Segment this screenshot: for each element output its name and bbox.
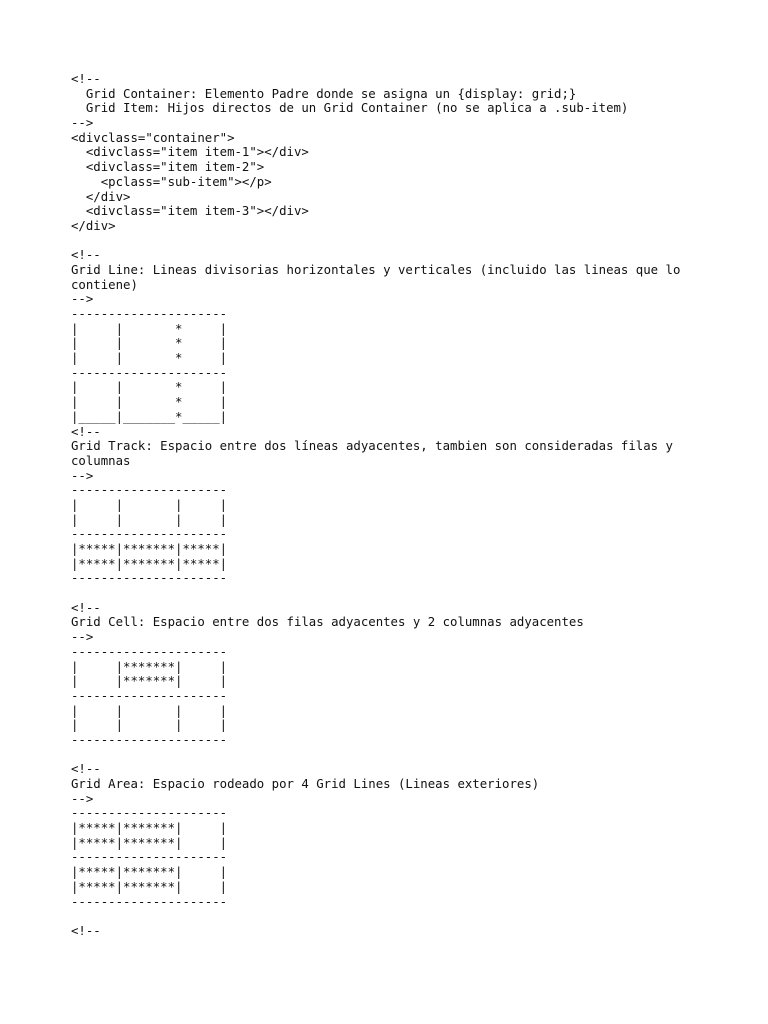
text-line: ---------------------: [71, 307, 228, 321]
text-line: -->: [71, 791, 94, 806]
text-line: ---------------------: [71, 732, 228, 747]
text-line: <!--: [71, 72, 101, 86]
text-line: ---------------------: [71, 894, 228, 909]
text-line: | | * |: [71, 336, 228, 351]
text-line: [71, 909, 680, 924]
text-line: Grid Track: Espacio entre dos líneas adyacentes, tambien son consideradas filas y: [71, 439, 673, 454]
text-line: <!--: [71, 762, 101, 777]
text-line: | | | |: [71, 497, 228, 512]
text-line: |*****|*******| |: [71, 865, 228, 880]
text-line: [71, 234, 680, 249]
text-line: Grid Area: Espacio rodeado por 4 Grid Lines (Lineas exteriores): [71, 777, 540, 791]
text-line: ---------------------: [71, 806, 228, 821]
text-line: |*****|*******|*****|: [71, 542, 228, 556]
text-line: </div>: [71, 189, 131, 204]
text-line: Grid Cell: Espacio entre dos filas adyacentes y 2 columnas adyacentes: [71, 615, 584, 630]
text-line: | | * |: [71, 321, 228, 336]
text-line: | | | |: [71, 512, 228, 527]
text-line: [71, 748, 680, 763]
text-line: [71, 586, 680, 601]
text-line: |*****|*******| |: [71, 835, 228, 850]
text-line: Grid Line: Lineas divisorias horizontales y verticales (incluido las lineas que lo: [71, 262, 681, 277]
text-line: ---------------------: [71, 483, 228, 498]
text-line: <pclass="sub-item"></p>: [71, 174, 272, 189]
text-line: |*****|*******| |: [71, 879, 228, 894]
text-line: <divclass="item item-1"></div>: [71, 145, 309, 160]
text-line: columnas: [71, 453, 131, 468]
text-line: -->: [71, 292, 94, 307]
text-line: ---------------------: [71, 688, 228, 703]
text-line: |*****|*******|*****|: [71, 556, 228, 571]
text-line: contiene): [71, 277, 138, 292]
code-listing: [71, 72, 680, 939]
text-line: <divclass="item item-3"></div>: [71, 204, 309, 219]
text-line: | |*******| |: [71, 674, 228, 689]
text-line: -->: [71, 630, 94, 645]
text-line: | | * |: [71, 351, 228, 366]
text-line: ---------------------: [71, 850, 228, 865]
text-line: ---------------------: [71, 571, 228, 586]
text-line: | | | |: [71, 703, 228, 718]
text-line: <!--: [71, 923, 101, 938]
text-line: </div>: [71, 218, 116, 233]
text-line: <divclass="item item-2">: [71, 160, 265, 175]
text-line: ---------------------: [71, 644, 228, 659]
text-line: | |*******| |: [71, 659, 228, 674]
text-line: -->: [71, 116, 94, 131]
text-line: | | | |: [71, 718, 228, 733]
text-line: <!--: [71, 424, 101, 439]
text-line: |_____|_______*_____|: [71, 409, 228, 424]
text-line: -->: [71, 468, 94, 483]
text-line: | | * |: [71, 380, 228, 395]
text-line: |*****|*******| |: [71, 821, 228, 836]
text-line: ---------------------: [71, 365, 228, 380]
text-line: ---------------------: [71, 527, 228, 542]
text-line: Grid Container: Elemento Padre donde se asigna un {display: grid;}: [71, 86, 577, 101]
text-line: Grid Item: Hijos directos de un Grid Container (no se aplica a .sub-item): [71, 101, 629, 116]
text-line: <!--: [71, 248, 101, 263]
text-line: <!--: [71, 600, 101, 615]
text-line: | | * |: [71, 395, 228, 410]
text-line: <divclass="container">: [71, 130, 235, 145]
